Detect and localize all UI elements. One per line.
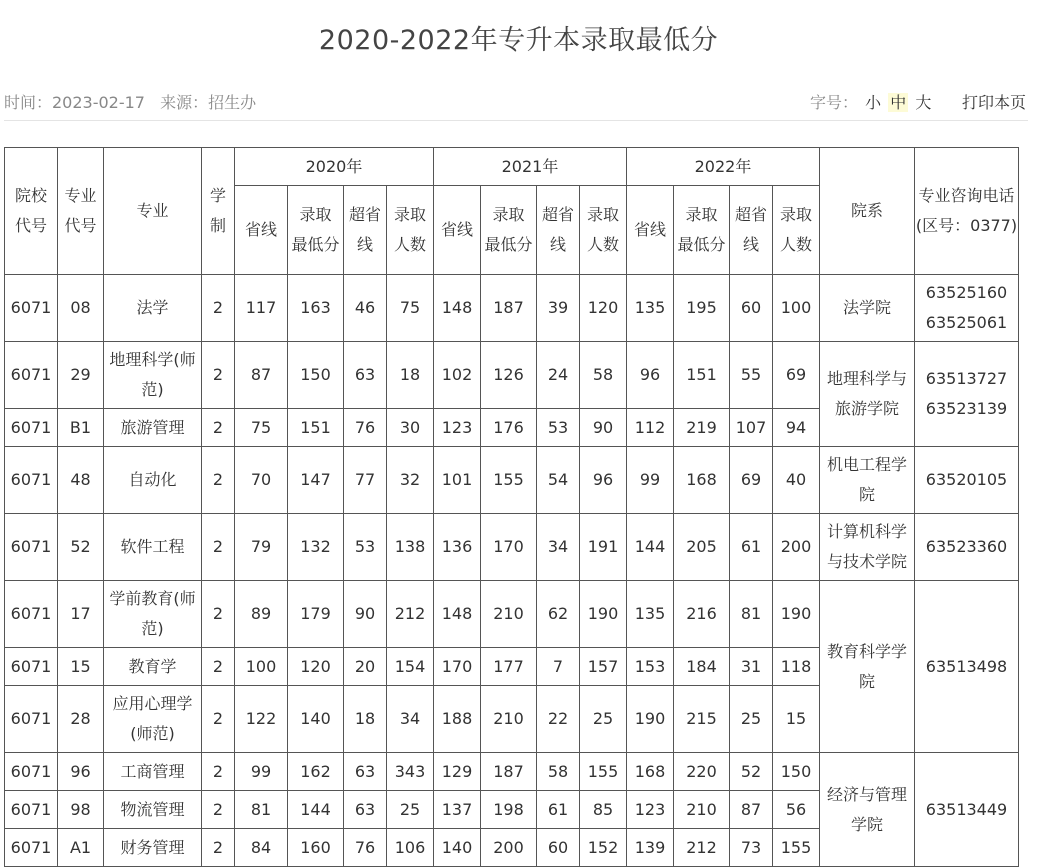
major-code-cell: 08 [58, 275, 104, 342]
school-code-cell: 6071 [5, 514, 58, 581]
school-code-cell: 6071 [5, 791, 58, 829]
provincial-line-cell: 99 [627, 447, 674, 514]
major-name-cell: 学前教育(师 范) [104, 581, 202, 648]
header-phone: 专业咨询电话 (区号：0377) [915, 148, 1019, 275]
school-code-cell: 6071 [5, 648, 58, 686]
admitted-count-cell: 18 [387, 342, 434, 409]
over-line-cell: 24 [537, 342, 580, 409]
over-line-cell: 87 [730, 791, 773, 829]
admitted-count-cell: 25 [387, 791, 434, 829]
header-provincial-line: 省线 [434, 186, 481, 275]
admitted-count-cell: 200 [773, 514, 820, 581]
over-line-cell: 52 [730, 753, 773, 791]
print-page-link[interactable]: 打印本页 [962, 93, 1027, 112]
over-line-cell: 53 [537, 409, 580, 447]
over-line-cell: 39 [537, 275, 580, 342]
admitted-count-cell: 155 [580, 753, 627, 791]
font-size-large-button[interactable]: 大 [915, 93, 932, 112]
admitted-count-cell: 30 [387, 409, 434, 447]
provincial-line-cell: 148 [434, 275, 481, 342]
school-code-cell: 6071 [5, 342, 58, 409]
admitted-count-cell: 157 [580, 648, 627, 686]
admitted-count-cell: 154 [387, 648, 434, 686]
over-line-cell: 90 [344, 581, 387, 648]
provincial-line-cell: 136 [434, 514, 481, 581]
department-cell: 地理科学与 旅游学院 [820, 342, 915, 447]
over-line-cell: 81 [730, 581, 773, 648]
over-line-cell: 73 [730, 829, 773, 867]
min-score-cell: 216 [674, 581, 730, 648]
header-year-2020: 2020年 [235, 148, 434, 186]
major-name-cell: 财务管理 [104, 829, 202, 867]
school-code-cell: 6071 [5, 581, 58, 648]
admitted-count-cell: 191 [580, 514, 627, 581]
provincial-line-cell: 112 [627, 409, 674, 447]
header-major-code: 专业 代号 [58, 148, 104, 275]
major-name-cell: 教育学 [104, 648, 202, 686]
header-over-line: 超省 线 [730, 186, 773, 275]
major-code-cell: 96 [58, 753, 104, 791]
provincial-line-cell: 70 [235, 447, 288, 514]
admitted-count-cell: 15 [773, 686, 820, 753]
major-name-cell: 应用心理学 (师范) [104, 686, 202, 753]
min-score-cell: 140 [288, 686, 344, 753]
min-score-cell: 210 [481, 686, 537, 753]
admitted-count-cell: 190 [580, 581, 627, 648]
school-code-cell: 6071 [5, 829, 58, 867]
provincial-line-cell: 102 [434, 342, 481, 409]
provincial-line-cell: 100 [235, 648, 288, 686]
provincial-line-cell: 123 [434, 409, 481, 447]
duration-cell: 2 [202, 275, 235, 342]
major-code-cell: 48 [58, 447, 104, 514]
admitted-count-cell: 94 [773, 409, 820, 447]
admitted-count-cell: 40 [773, 447, 820, 514]
provincial-line-cell: 99 [235, 753, 288, 791]
min-score-cell: 198 [481, 791, 537, 829]
over-line-cell: 20 [344, 648, 387, 686]
min-score-cell: 184 [674, 648, 730, 686]
over-line-cell: 18 [344, 686, 387, 753]
over-line-cell: 55 [730, 342, 773, 409]
provincial-line-cell: 122 [235, 686, 288, 753]
header-min-score: 录取 最低分 [674, 186, 730, 275]
provincial-line-cell: 96 [627, 342, 674, 409]
provincial-line-cell: 79 [235, 514, 288, 581]
font-size-switcher [810, 90, 933, 113]
provincial-line-cell: 135 [627, 275, 674, 342]
major-name-cell: 旅游管理 [104, 409, 202, 447]
page-title: 2020-2022年专升本录取最低分 [318, 25, 719, 56]
header-major: 专业 [104, 148, 202, 275]
header-provincial-line: 省线 [235, 186, 288, 275]
header-admitted-count: 录取 人数 [387, 186, 434, 275]
min-score-cell: 176 [481, 409, 537, 447]
admitted-count-cell: 118 [773, 648, 820, 686]
min-score-cell: 210 [481, 581, 537, 648]
min-score-cell: 187 [481, 275, 537, 342]
department-cell: 法学院 [820, 275, 915, 342]
major-name-cell: 自动化 [104, 447, 202, 514]
min-score-cell: 168 [674, 447, 730, 514]
duration-cell: 2 [202, 791, 235, 829]
over-line-cell: 53 [344, 514, 387, 581]
header-year-2021: 2021年 [434, 148, 627, 186]
duration-cell: 2 [202, 342, 235, 409]
provincial-line-cell: 148 [434, 581, 481, 648]
header-department: 院系 [820, 148, 915, 275]
over-line-cell: 76 [344, 409, 387, 447]
header-school-code: 院校 代号 [5, 148, 58, 275]
admitted-count-cell: 343 [387, 753, 434, 791]
header-min-score: 录取 最低分 [481, 186, 537, 275]
phone-cell: 63523360 [915, 514, 1019, 581]
major-name-cell: 法学 [104, 275, 202, 342]
min-score-cell: 163 [288, 275, 344, 342]
major-name-cell: 物流管理 [104, 791, 202, 829]
admitted-count-cell: 106 [387, 829, 434, 867]
provincial-line-cell: 123 [627, 791, 674, 829]
major-code-cell: 52 [58, 514, 104, 581]
admitted-count-cell: 150 [773, 753, 820, 791]
provincial-line-cell: 75 [235, 409, 288, 447]
min-score-cell: 147 [288, 447, 344, 514]
article-meta [4, 90, 266, 113]
provincial-line-cell: 135 [627, 581, 674, 648]
min-score-cell: 220 [674, 753, 730, 791]
major-code-cell: 15 [58, 648, 104, 686]
min-score-cell: 205 [674, 514, 730, 581]
min-score-cell: 160 [288, 829, 344, 867]
over-line-cell: 34 [537, 514, 580, 581]
admitted-count-cell: 58 [580, 342, 627, 409]
source: 来源：招生办 [160, 93, 257, 112]
school-code-cell: 6071 [5, 447, 58, 514]
over-line-cell: 77 [344, 447, 387, 514]
admitted-count-cell: 120 [580, 275, 627, 342]
phone-cell: 63513449 [915, 753, 1019, 867]
over-line-cell: 25 [730, 686, 773, 753]
over-line-cell: 63 [344, 342, 387, 409]
over-line-cell: 61 [537, 791, 580, 829]
major-code-cell: 28 [58, 686, 104, 753]
over-line-cell: 61 [730, 514, 773, 581]
school-code-cell: 6071 [5, 686, 58, 753]
table-row [5, 581, 1019, 648]
provincial-line-cell: 140 [434, 829, 481, 867]
phone-cell: 63513498 [915, 581, 1019, 753]
over-line-cell: 63 [344, 753, 387, 791]
duration-cell: 2 [202, 753, 235, 791]
admitted-count-cell: 25 [580, 686, 627, 753]
duration-cell: 2 [202, 686, 235, 753]
header-admitted-count: 录取 人数 [773, 186, 820, 275]
provincial-line-cell: 117 [235, 275, 288, 342]
major-name-cell: 工商管理 [104, 753, 202, 791]
min-score-cell: 144 [288, 791, 344, 829]
school-code-cell: 6071 [5, 753, 58, 791]
min-score-cell: 170 [481, 514, 537, 581]
school-code-cell: 6071 [5, 409, 58, 447]
provincial-line-cell: 84 [235, 829, 288, 867]
over-line-cell: 54 [537, 447, 580, 514]
over-line-cell: 22 [537, 686, 580, 753]
major-name-cell: 地理科学(师 范) [104, 342, 202, 409]
admitted-count-cell: 75 [387, 275, 434, 342]
provincial-line-cell: 144 [627, 514, 674, 581]
admitted-count-cell: 34 [387, 686, 434, 753]
admitted-count-cell: 32 [387, 447, 434, 514]
table-row [5, 447, 1019, 514]
duration-cell: 2 [202, 409, 235, 447]
header-over-line: 超省 线 [344, 186, 387, 275]
min-score-cell: 126 [481, 342, 537, 409]
min-score-cell: 195 [674, 275, 730, 342]
duration-cell: 2 [202, 447, 235, 514]
provincial-line-cell: 188 [434, 686, 481, 753]
min-score-cell: 120 [288, 648, 344, 686]
department-cell: 教育科学学 院 [820, 581, 915, 753]
min-score-cell: 179 [288, 581, 344, 648]
provincial-line-cell: 81 [235, 791, 288, 829]
phone-cell: 63513727 63523139 [915, 342, 1019, 447]
over-line-cell: 60 [730, 275, 773, 342]
admitted-count-cell: 85 [580, 791, 627, 829]
min-score-cell: 187 [481, 753, 537, 791]
admitted-count-cell: 56 [773, 791, 820, 829]
duration-cell: 2 [202, 581, 235, 648]
over-line-cell: 60 [537, 829, 580, 867]
over-line-cell: 63 [344, 791, 387, 829]
major-code-cell: B1 [58, 409, 104, 447]
admitted-count-cell: 90 [580, 409, 627, 447]
duration-cell: 2 [202, 514, 235, 581]
admitted-count-cell: 155 [773, 829, 820, 867]
admitted-count-cell: 100 [773, 275, 820, 342]
table-row [5, 342, 1019, 409]
header-over-line: 超省 线 [537, 186, 580, 275]
admitted-count-cell: 212 [387, 581, 434, 648]
provincial-line-cell: 87 [235, 342, 288, 409]
divider [4, 120, 1028, 121]
provincial-line-cell: 190 [627, 686, 674, 753]
min-score-cell: 132 [288, 514, 344, 581]
provincial-line-cell: 168 [627, 753, 674, 791]
min-score-cell: 219 [674, 409, 730, 447]
admitted-count-cell: 96 [580, 447, 627, 514]
min-score-cell: 155 [481, 447, 537, 514]
min-score-cell: 210 [674, 791, 730, 829]
table-row [5, 275, 1019, 342]
min-score-cell: 215 [674, 686, 730, 753]
major-code-cell: A1 [58, 829, 104, 867]
department-cell: 机电工程学 院 [820, 447, 915, 514]
header-min-score: 录取 最低分 [288, 186, 344, 275]
header-year-2022: 2022年 [627, 148, 820, 186]
font-size-label: 字号： [810, 93, 859, 112]
phone-cell: 63525160 63525061 [915, 275, 1019, 342]
over-line-cell: 62 [537, 581, 580, 648]
provincial-line-cell: 137 [434, 791, 481, 829]
school-code-cell: 6071 [5, 275, 58, 342]
min-score-cell: 200 [481, 829, 537, 867]
header-duration: 学 制 [202, 148, 235, 275]
duration-cell: 2 [202, 648, 235, 686]
min-score-cell: 162 [288, 753, 344, 791]
provincial-line-cell: 89 [235, 581, 288, 648]
major-code-cell: 98 [58, 791, 104, 829]
over-line-cell: 69 [730, 447, 773, 514]
provincial-line-cell: 129 [434, 753, 481, 791]
provincial-line-cell: 170 [434, 648, 481, 686]
major-code-cell: 17 [58, 581, 104, 648]
admission-scores-table [4, 147, 1019, 867]
table-row [5, 514, 1019, 581]
publish-time: 时间：2023-02-17 [4, 93, 145, 112]
admitted-count-cell: 190 [773, 581, 820, 648]
min-score-cell: 177 [481, 648, 537, 686]
provincial-line-cell: 101 [434, 447, 481, 514]
over-line-cell: 46 [344, 275, 387, 342]
provincial-line-cell: 153 [627, 648, 674, 686]
min-score-cell: 151 [674, 342, 730, 409]
admitted-count-cell: 69 [773, 342, 820, 409]
duration-cell: 2 [202, 829, 235, 867]
font-size-medium-button[interactable]: 中 [890, 93, 907, 112]
major-name-cell: 软件工程 [104, 514, 202, 581]
department-cell: 计算机科学 与技术学院 [820, 514, 915, 581]
min-score-cell: 212 [674, 829, 730, 867]
min-score-cell: 151 [288, 409, 344, 447]
department-cell: 经济与管理 学院 [820, 753, 915, 867]
min-score-cell: 150 [288, 342, 344, 409]
font-size-small-button[interactable]: 小 [865, 93, 882, 112]
admitted-count-cell: 138 [387, 514, 434, 581]
over-line-cell: 31 [730, 648, 773, 686]
over-line-cell: 7 [537, 648, 580, 686]
phone-cell: 63520105 [915, 447, 1019, 514]
admitted-count-cell: 152 [580, 829, 627, 867]
header-admitted-count: 录取 人数 [580, 186, 627, 275]
over-line-cell: 107 [730, 409, 773, 447]
over-line-cell: 76 [344, 829, 387, 867]
header-provincial-line: 省线 [627, 186, 674, 275]
provincial-line-cell: 139 [627, 829, 674, 867]
major-code-cell: 29 [58, 342, 104, 409]
table-row [5, 753, 1019, 791]
over-line-cell: 58 [537, 753, 580, 791]
